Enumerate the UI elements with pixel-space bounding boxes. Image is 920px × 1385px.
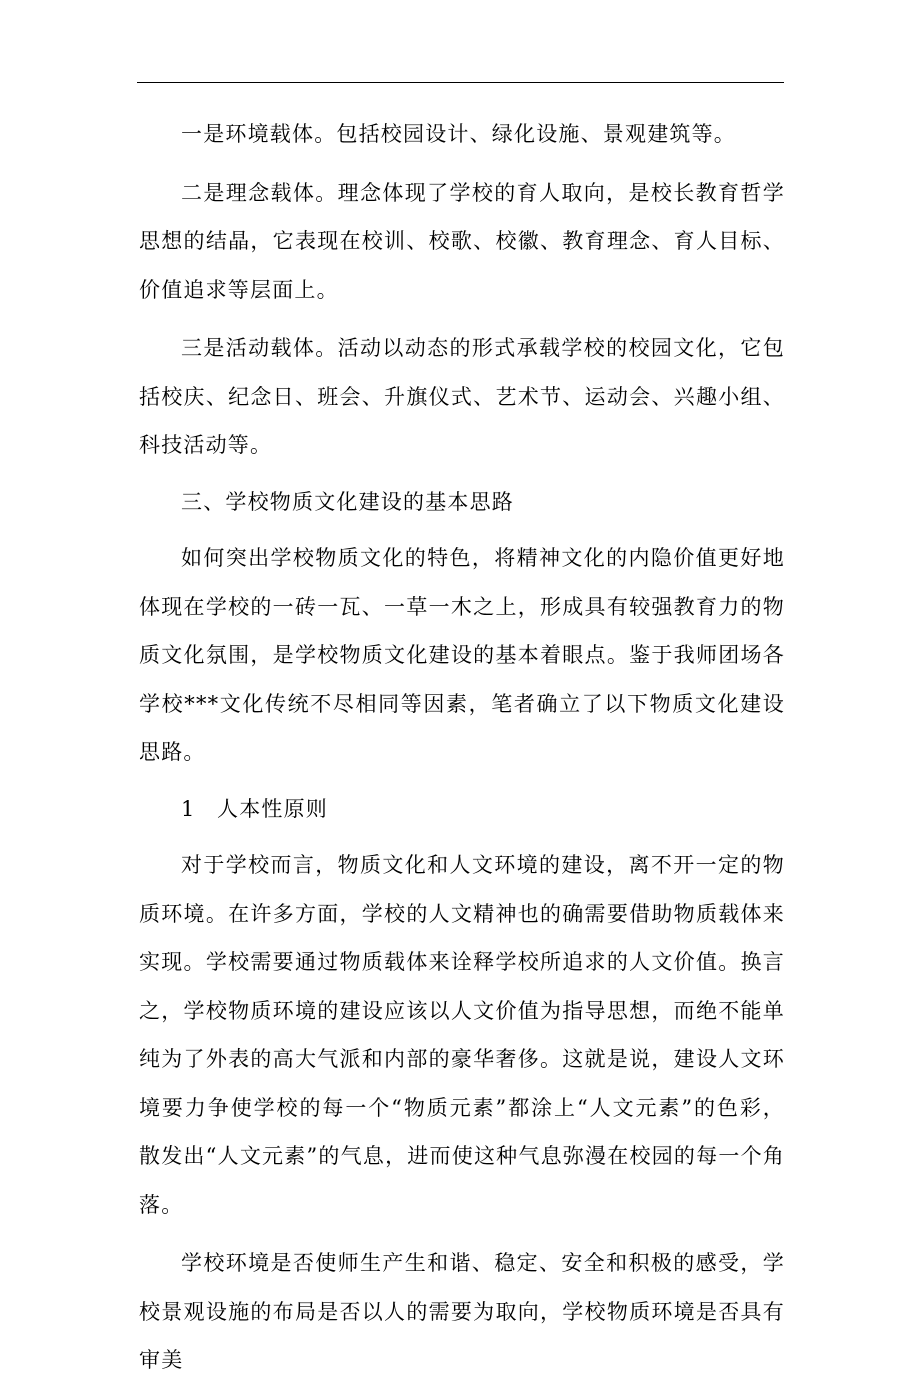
paragraph-humanistic: 对于学校而言，物质文化和人文环境的建设，离不开一定的物质环境。在许多方面，学校的人文精神也的确需要借助物质载体来实现。学校需要通过物质载体来诠释学校所追求的人文价值。换言之，学校物质环境的建设应该以人文价值为指导思想，而绝不能单纯为了外表的高大气派和内部的豪华奢侈。这就是说，建设人文环境要力争使学校的每一个“物质元素”都涂上“人文元素”的色彩，散发出“人文元素”的气息，进而使这种气息弥漫在校园的每一个角落。 (139, 853, 785, 1217)
paragraph-environment-questions: 学校环境是否使师生产生和谐、稳定、安全和积极的感受，学校景观设施的布局是否以人的需要为取向，学校物质环境是否具有审美 (139, 1251, 785, 1372)
paragraph-activity-carrier: 三是活动载体。活动以动态的形式承载学校的校园文化，它包括校庆、纪念日、班会、升旗仪式、艺术节、运动会、兴趣小组、科技活动等。 (139, 336, 785, 457)
principle-title: 人本性原则 (217, 796, 328, 821)
section-heading: 三、学校物质文化建设的基本思路 (181, 489, 514, 514)
header-rule (137, 82, 784, 83)
principle-number: 1 (181, 796, 196, 821)
principle-heading (139, 785, 785, 834)
paragraph-environment-carrier: 一是环境载体。包括校园设计、绿化设施、景观建筑等。 (181, 122, 736, 146)
document-body (139, 110, 785, 1385)
paragraph-concept-carrier: 二是理念载体。理念体现了学校的育人取向，是校长教育哲学思想的结晶，它表现在校训、校歌、校徽、教育理念、育人目标、价值追求等层面上。 (139, 180, 785, 302)
paragraph-basic-ideas: 如何突出学校物质文化的特色，将精神文化的内隐价值更好地体现在学校的一砖一瓦、一草一木之上，形成具有较强教育力的物质文化氛围，是学校物质文化建设的基本着眼点。鉴于我师团场各学校***文化传统不尽相同等因素，笔者确立了以下物质文化建设思路。 (139, 546, 785, 764)
